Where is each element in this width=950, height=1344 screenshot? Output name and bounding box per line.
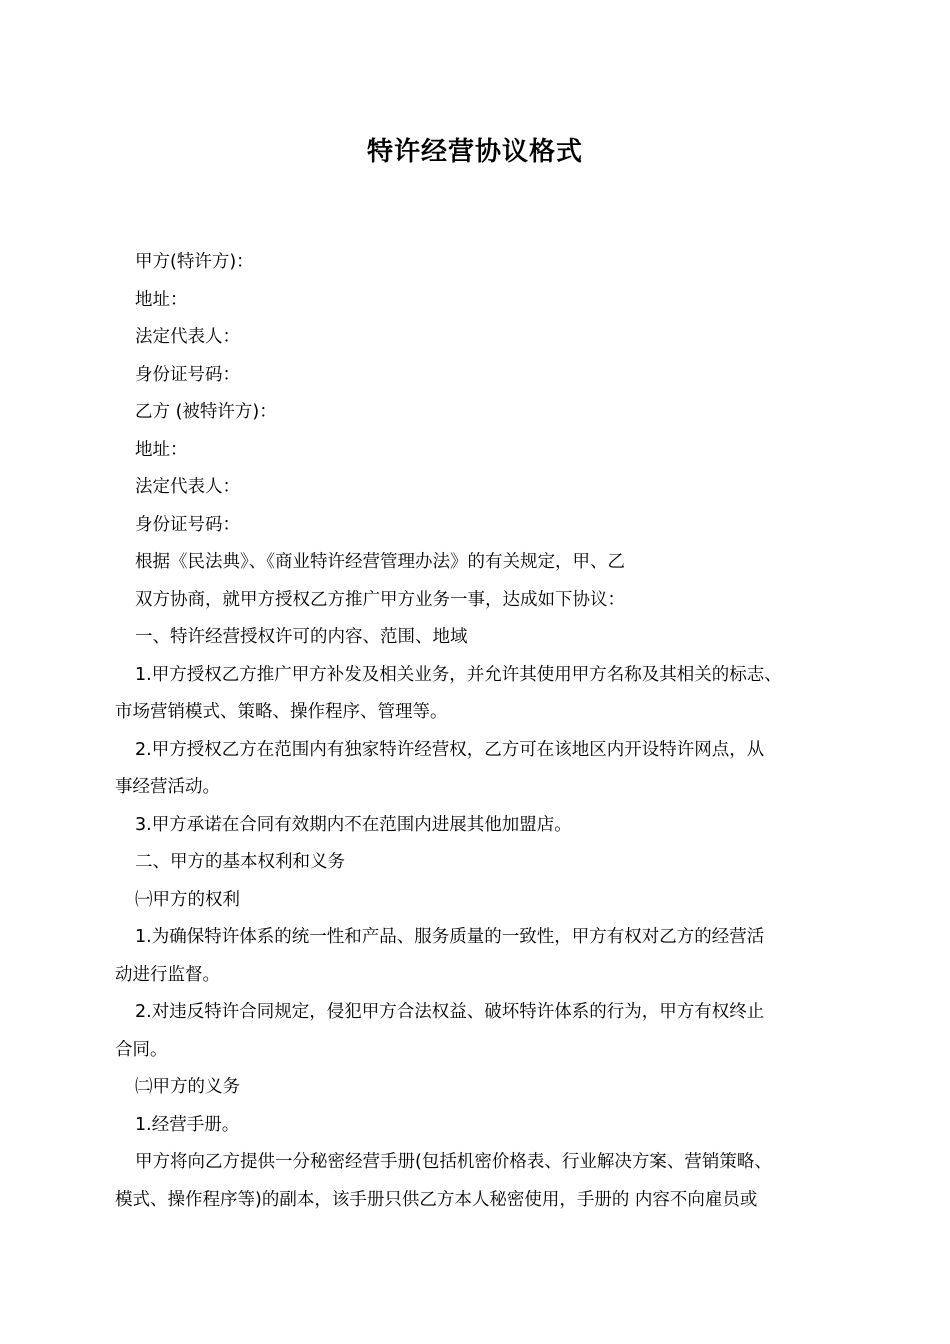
party-a-address-line: 地址： <box>135 289 188 310</box>
party-b-line: 乙方 (被特许方)： <box>135 402 277 422</box>
party-a-legal-rep-line: 法定代表人： <box>135 327 240 347</box>
subsection-rights-heading: ㈠甲方的权利 <box>135 889 240 910</box>
party-b-id-line: 身份证号码： <box>135 514 240 535</box>
clause-1-1-line-1: 1.甲方授权乙方推广甲方补发及相关业务，并允许其使用甲方名称及其相关的标志、 <box>135 664 782 685</box>
document-body <box>115 244 855 1219</box>
section-1-heading: 一、特许经营授权许可的内容、范围、地域 <box>135 627 468 647</box>
right-2-line-1: 2.对违反特许合同规定，侵犯甲方合法权益、破坏特许体系的行为，甲方有权终止 <box>135 1002 765 1022</box>
right-1-line-2: 动进行监督。 <box>115 964 220 985</box>
party-b-address-line: 地址： <box>135 439 188 460</box>
right-1-line-1: 1.为确保特许体系的统一性和产品、服务质量的一致性，甲方有权对乙方的经营活 <box>135 927 765 947</box>
party-a-line: 甲方(特许方)： <box>135 252 254 272</box>
obligation-1-text-line-1: 甲方将向乙方提供一分秘密经营手册(包括机密价格表、行业解决方案、营销策略、 <box>135 1152 772 1172</box>
right-2-line-2: 合同。 <box>115 1039 168 1060</box>
obligation-1-heading: 1.经营手册。 <box>135 1114 240 1135</box>
preamble-line-1: 根据《民法典》、《商业特许经营管理办法》的有关规定，甲、乙 <box>135 552 625 572</box>
party-a-id-line: 身份证号码： <box>135 364 240 385</box>
section-2-heading: 二、甲方的基本权利和义务 <box>135 852 345 872</box>
party-b-legal-rep-line: 法定代表人： <box>135 477 240 497</box>
document-title: 特许经营协议格式 <box>366 137 583 167</box>
obligation-1-text-line-2: 模式、操作程序等)的副本，该手册只供乙方本人秘密使用，手册的 内容不向雇员或 <box>115 1189 758 1210</box>
preamble-line-2: 双方协商，就甲方授权乙方推广甲方业务一事，达成如下协议： <box>135 589 625 610</box>
clause-1-3: 3.甲方承诺在合同有效期内不在范围内进展其他加盟店。 <box>135 814 572 835</box>
clause-1-2-line-1: 2.甲方授权乙方在范围内有独家特许经营权，乙方可在该地区内开设特许网点，从 <box>135 739 765 760</box>
subsection-obligations-heading: ㈡甲方的义务 <box>135 1077 240 1097</box>
clause-1-2-line-2: 事经营活动。 <box>115 777 220 797</box>
clause-1-1-line-2: 市场营销模式、策略、操作程序、管理等。 <box>115 702 448 722</box>
